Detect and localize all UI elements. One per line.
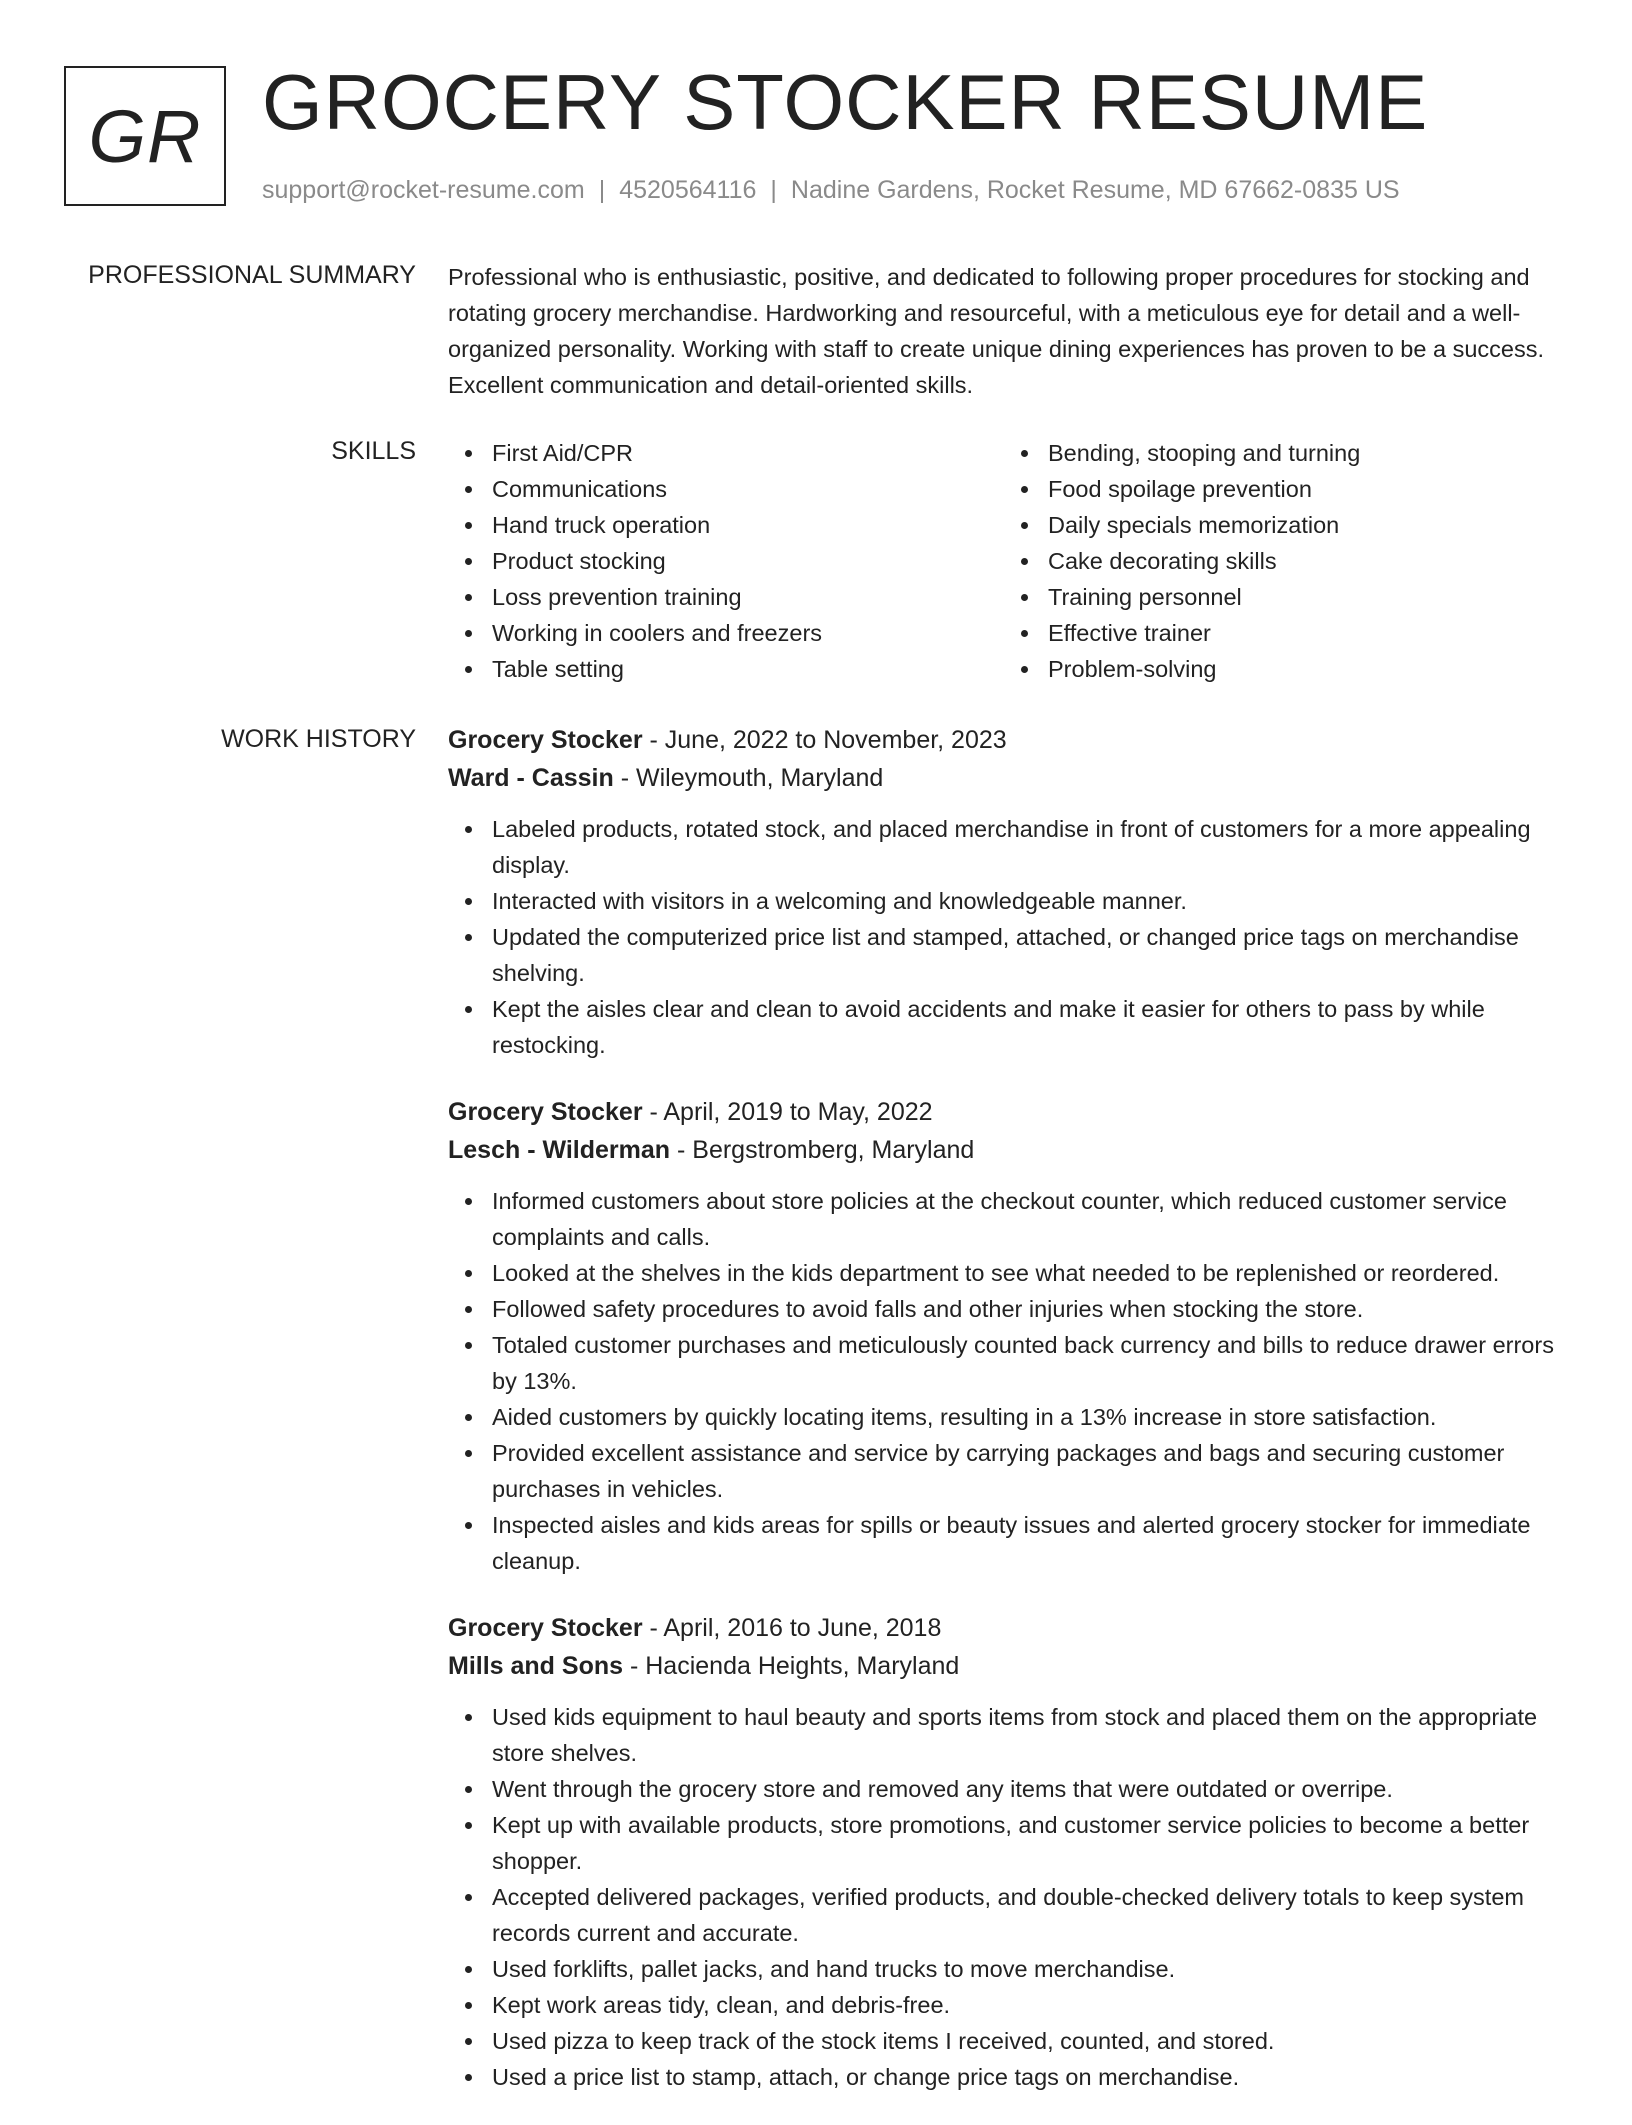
job-location: - Bergstromberg, Maryland	[670, 1136, 975, 1164]
job-dates: - June, 2022 to November, 2023	[642, 726, 1007, 754]
skills-list-left	[448, 435, 1004, 687]
job-duty-item: Used pizza to keep track of the stock items I received, counted, and stored.	[492, 2023, 1560, 2059]
summary-heading: PROFESSIONAL SUMMARY	[88, 261, 416, 289]
job-duty-item: Inspected aisles and kids areas for spills or beauty issues and alerted grocery stocker for immediate cleanup.	[492, 1507, 1560, 1579]
job-duty-item: Kept the aisles clear and clean to avoid accidents and make it easier for others to pass by while restocking.	[492, 991, 1560, 1063]
job-location: - Hacienda Heights, Maryland	[623, 1652, 960, 1680]
summary-body	[448, 259, 1560, 403]
work-history-heading: WORK HISTORY	[221, 725, 416, 753]
job-entry	[448, 1609, 1560, 2095]
job-title: Grocery Stocker	[448, 1614, 643, 1642]
contact-separator: |	[598, 176, 606, 204]
job-location: - Wileymouth, Maryland	[613, 764, 884, 792]
skill-item: Food spoilage prevention	[1048, 471, 1560, 507]
skill-item: Problem-solving	[1048, 651, 1560, 687]
job-duty-item: Looked at the shelves in the kids department to see what needed to be replenished or reordered.	[492, 1255, 1560, 1291]
job-duty-item: Kept work areas tidy, clean, and debris-free.	[492, 1987, 1560, 2023]
job-entry	[448, 721, 1560, 1063]
job-duty-item: Totaled customer purchases and meticulously counted back currency and bills to reduce drawer errors by 13%.	[492, 1327, 1560, 1399]
job-duties-list	[448, 1699, 1560, 2095]
skills-list-right	[1004, 435, 1560, 687]
job-duty-item: Used forklifts, pallet jacks, and hand trucks to move merchandise.	[492, 1951, 1560, 1987]
job-duty-item: Used kids equipment to haul beauty and sports items from stock and placed them on the appropriate store shelves.	[492, 1699, 1560, 1771]
job-title-line	[448, 721, 1560, 759]
summary-text: Professional who is enthusiastic, positive, and dedicated to following proper procedures for stocking and rotating grocery merchandise. Hardworking and resourceful, with a meticulous eye for detail and a well-organized personality. Working with staff to create unique dining experiences has proven to be a success. Excellent communication and detail-oriented skills.	[448, 264, 1544, 398]
skill-item: Working in coolers and freezers	[492, 615, 1004, 651]
job-company-line	[448, 1647, 1560, 1685]
contact-separator: |	[770, 176, 777, 204]
job-duty-item: Used a price list to stamp, attach, or change price tags on merchandise.	[492, 2059, 1560, 2095]
job-title: Grocery Stocker	[448, 1098, 643, 1126]
skill-item: Communications	[492, 471, 1004, 507]
job-company: Ward - Cassin	[448, 764, 614, 792]
skill-item: Bending, stooping and turning	[1048, 435, 1560, 471]
skill-item: Daily specials memorization	[1048, 507, 1560, 543]
job-duties-list	[448, 811, 1560, 1063]
job-duty-item: Informed customers about store policies at the checkout counter, which reduced customer service complaints and calls.	[492, 1183, 1560, 1255]
job-company: Lesch - Wilderman	[448, 1136, 671, 1164]
monogram-initials: GR	[88, 94, 202, 178]
contact-phone[interactable]: 4520564116	[619, 176, 757, 204]
job-title-line	[448, 1609, 1560, 1647]
skill-item: Product stocking	[492, 543, 1004, 579]
job-dates: - April, 2016 to June, 2018	[642, 1614, 942, 1642]
contact-email[interactable]: support@rocket-resume.com	[262, 176, 585, 204]
job-duties-list	[448, 1183, 1560, 1579]
job-duty-item: Kept up with available products, store promotions, and customer service policies to become a better shopper.	[492, 1807, 1560, 1879]
skill-item: Hand truck operation	[492, 507, 1004, 543]
job-duty-item: Updated the computerized price list and stamped, attached, or changed price tags on merchandise shelving.	[492, 919, 1560, 991]
work-history-body	[448, 721, 1560, 2125]
skill-item: Training personnel	[1048, 579, 1560, 615]
job-duty-item: Interacted with visitors in a welcoming and knowledgeable manner.	[492, 883, 1560, 919]
resume-title: GROCERY STOCKER RESUME	[262, 58, 1429, 146]
monogram-box	[64, 66, 226, 206]
job-duty-item: Provided excellent assistance and service by carrying packages and bags and securing customer purchases in vehicles.	[492, 1435, 1560, 1507]
job-duty-item: Went through the grocery store and removed any items that were outdated or overripe.	[492, 1771, 1560, 1807]
skill-item: First Aid/CPR	[492, 435, 1004, 471]
job-company-line	[448, 759, 1560, 797]
skill-item: Cake decorating skills	[1048, 543, 1560, 579]
skill-item: Loss prevention training	[492, 579, 1004, 615]
job-entry	[448, 1093, 1560, 1579]
job-company-line	[448, 1131, 1560, 1169]
contact-address: Nadine Gardens, Rocket Resume, MD 67662-0835 US	[790, 176, 1400, 204]
job-duty-item: Labeled products, rotated stock, and placed merchandise in front of customers for a more appealing display.	[492, 811, 1560, 883]
job-company: Mills and Sons	[448, 1652, 624, 1680]
job-duty-item: Accepted delivered packages, verified products, and double-checked delivery totals to keep system records current and accurate.	[492, 1879, 1560, 1951]
skill-item: Effective trainer	[1048, 615, 1560, 651]
skill-item: Table setting	[492, 651, 1004, 687]
job-duty-item: Aided customers by quickly locating items, resulting in a 13% increase in store satisfaction.	[492, 1399, 1560, 1435]
job-title-line	[448, 1093, 1560, 1131]
job-dates: - April, 2019 to May, 2022	[642, 1098, 933, 1126]
skills-heading: SKILLS	[331, 437, 416, 465]
contact-line	[262, 174, 1400, 206]
skills-body	[448, 435, 1560, 687]
job-title: Grocery Stocker	[448, 726, 643, 754]
job-duty-item: Followed safety procedures to avoid falls and other injuries when stocking the store.	[492, 1291, 1560, 1327]
